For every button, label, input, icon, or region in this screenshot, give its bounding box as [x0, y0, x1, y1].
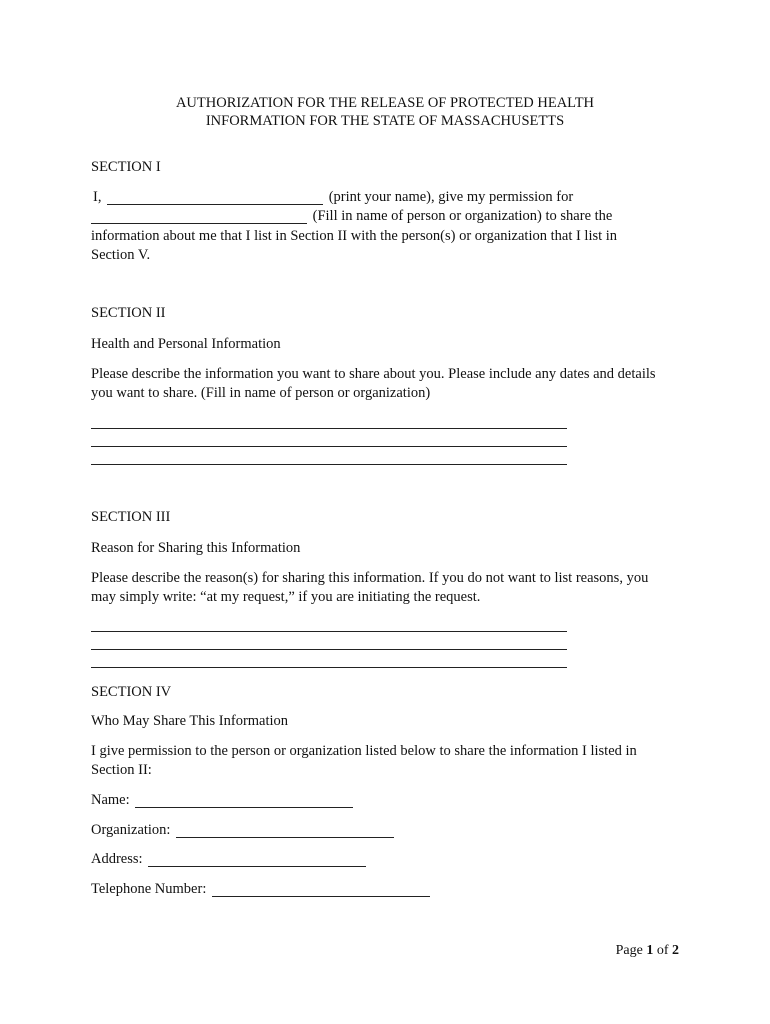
section-4-desc-line-2: Section II:	[91, 762, 152, 778]
section-2-answer-line[interactable]	[91, 464, 567, 465]
section-3-answer-line[interactable]	[91, 631, 567, 632]
section-4-subheading: Who May Share This Information	[91, 713, 289, 729]
telephone-row	[91, 880, 432, 899]
section-3-desc-line-1: Please describe the reason(s) for sharing this information. If you do not want to list reasons, you	[91, 570, 649, 586]
print-name-field[interactable]	[107, 191, 323, 205]
section-3-heading: SECTION III	[91, 509, 171, 525]
section-3-answer-line[interactable]	[91, 667, 567, 668]
section-1-print-name-suffix: (print your name), give my permission for	[328, 189, 574, 205]
section-2-answer-line[interactable]	[91, 446, 567, 447]
section-2-answer-line[interactable]	[91, 428, 567, 429]
recipient-name-field[interactable]	[91, 210, 307, 224]
telephone-field[interactable]	[212, 883, 430, 897]
telephone-label: Telephone Number:	[91, 881, 207, 897]
section-1-text-line-3: information about me that I list in Section II with the person(s) or organization that I list in	[91, 228, 618, 244]
section-1-recipient-line	[91, 207, 612, 226]
section-1-prefix: I,	[93, 189, 102, 205]
page-word: Page	[615, 943, 643, 958]
section-2-heading: SECTION II	[91, 305, 166, 321]
section-1-fill-in-suffix: (Fill in name of person or organization) to share the	[312, 208, 613, 224]
address-row	[91, 850, 368, 869]
organization-row	[91, 821, 396, 840]
section-4-desc-line-1: I give permission to the person or organization listed below to share the information I listed in	[91, 743, 637, 759]
organization-label: Organization:	[91, 822, 171, 838]
current-page-number: 1	[646, 943, 654, 958]
section-2-subheading: Health and Personal Information	[91, 336, 281, 352]
section-1-heading: SECTION I	[91, 159, 161, 175]
name-row	[91, 791, 355, 810]
document-title-line-1: AUTHORIZATION FOR THE RELEASE OF PROTECTED HEALTH	[175, 95, 595, 111]
page-number	[616, 943, 679, 959]
total-pages-number: 2	[672, 943, 679, 958]
section-1-text-line-4: Section V.	[91, 247, 151, 263]
section-3-subheading: Reason for Sharing this Information	[91, 540, 301, 556]
organization-field[interactable]	[176, 824, 394, 838]
section-3-answer-line[interactable]	[91, 649, 567, 650]
section-4-heading: SECTION IV	[91, 684, 172, 700]
of-word: of	[656, 943, 669, 958]
name-field[interactable]	[135, 794, 353, 808]
name-label: Name:	[91, 792, 130, 808]
section-2-desc-line-2: you want to share. (Fill in name of person or organization)	[91, 385, 431, 401]
address-label: Address:	[91, 851, 143, 867]
section-2-desc-line-1: Please describe the information you want to share about you. Please include any dates and details	[91, 366, 656, 382]
document-title-line-2: INFORMATION FOR THE STATE OF MASSACHUSETTS	[205, 113, 565, 129]
section-3-desc-line-2: may simply write: “at my request,” if you are initiating the request.	[91, 589, 481, 605]
section-1-name-line	[93, 188, 573, 207]
address-field[interactable]	[148, 853, 366, 867]
